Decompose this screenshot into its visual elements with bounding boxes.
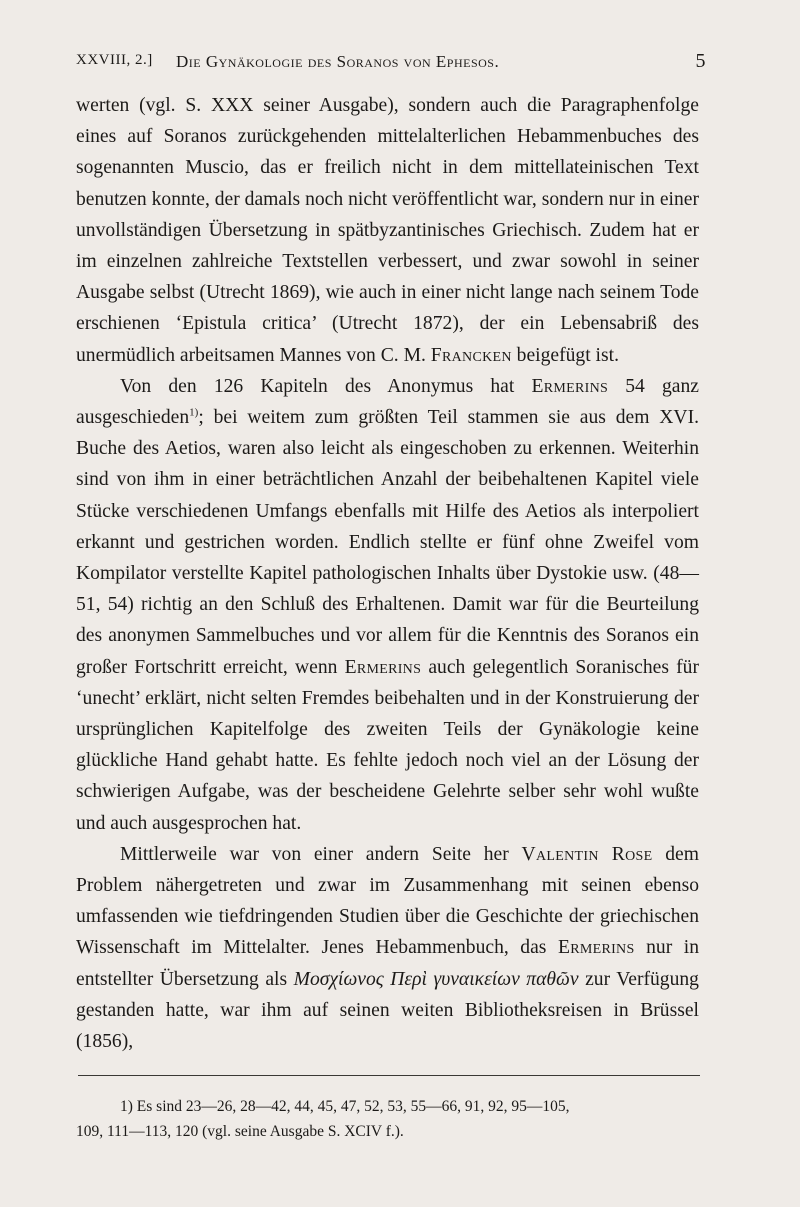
text-run: dem Problem nähergetreten und zwar im Zusammenhang mit seinen ebenso umfassenden wie tiefdringenden Studien über die Geschichte der griechischen Wissenschaft im Mittelalter. Jenes Hebammenbuch, das: [76, 843, 699, 959]
body-text: [76, 90, 699, 1057]
footnote-marker: 1): [189, 406, 199, 419]
running-head: [76, 48, 716, 78]
footnote-line: 109, 111—113, 120 (vgl. seine Ausgabe S. XCIV f.).: [76, 1123, 404, 1140]
author-name: Francken: [430, 344, 512, 366]
text-run: Von den 126 Kapiteln des Anonymus hat: [120, 375, 532, 397]
text-run: werten (vgl. S. XXX seiner Ausgabe), sondern auch die Paragraphenfolge eines auf Soranos zurückgehenden mittelalterlichen Hebammenbuches des sogenannten Muscio, das er freilich nicht in dem mittellateinischen Text benutzen konnte, der damals noch nicht veröffentlicht war, sondern nur in einer unvollständigen Übersetzung in spätbyzantinisches Griechisch. Zudem hat er im einzelnen zahlreiche Textstellen verbessert, und zwar sowohl in seiner Ausgabe selbst (Utrecht 1869), wie auch in einer nicht lange nach seinem Tode erschienen ‘Epistula critica’ (Utrecht 1872), der ein Lebensabriß des unermüdlich arbeitsamen Mannes von C. M.: [76, 95, 699, 366]
text-run: 54 ganz ausgeschieden: [76, 375, 699, 429]
text-run: ; bei weitem zum größten Teil stammen sie aus dem XVI. Buche des Aetios, waren also leicht als eingeschoben zu erkennen. Weiterhin sind von ihm in einer beträchtlichen Anzahl der beibehaltenen Kapitel viele Stücke verschiedenen Umfangs ebenfalls mit Hilfe des Aetios als interpoliert erkannt und gestrichen worden. Endlich stellte er fünf ohne Zweifel vom Kompilator verstellte Kapitel pathologischen Inhalts über Dystokie usw. (48—51, 54) richtig an den Schluß des Erhaltenen. Damit war für die Beurteilung des anonymen Sammelbuches und vor allem für die Kenntnis des Soranos ein großer Fortschritt erreicht, wenn: [76, 407, 699, 678]
footnote-line: 1) Es sind 23—26, 28—42, 44, 45, 47, 52, 53, 55—66, 91, 92, 95—105,: [120, 1098, 570, 1115]
author-name: Ermerins: [531, 375, 609, 397]
running-title: Die Gynäkologie des Soranos von Ephesos.: [176, 52, 500, 71]
text-run: zur Verfügung gestanden hatte, war ihm auf seinen weiten Bibliotheksreisen in Brüssel (1856),: [76, 968, 699, 1053]
page-number: 5: [695, 50, 706, 72]
author-name: Ermerins: [557, 937, 635, 959]
footnote-rule: [78, 1075, 700, 1076]
paragraph: [76, 839, 699, 1057]
volume-reference: XXVIII, 2.]: [76, 52, 153, 68]
greek-title: Μοσχίωνος Περὶ γυναικείων παθῶν: [293, 968, 579, 990]
text-run: beigefügt ist.: [511, 344, 619, 366]
paragraph: [76, 90, 699, 371]
paragraph: [76, 371, 699, 839]
author-name: Ermerins: [344, 656, 422, 678]
text-run: Mittlerweile war von einer andern Seite her: [120, 843, 522, 865]
text-run: auch gelegentlich Soranisches für ‘unecht’ erklärt, nicht selten Fremdes beibehalten und in der Konstruierung der ursprünglichen Kapitelfolge des zweiten Teils der Gynäkologie keine glückliche Hand gehabt hatte. Es fehlte jedoch noch viel an der Lösung der schwierigen Aufgabe, was der bescheidene Gelehrte selber sehr wohl wußte und auch ausgesprochen hat.: [76, 656, 699, 834]
author-name: Valentin Rose: [521, 843, 653, 865]
footnote: [76, 1094, 699, 1144]
text-run: nur in entstellter Übersetzung als: [76, 937, 699, 990]
